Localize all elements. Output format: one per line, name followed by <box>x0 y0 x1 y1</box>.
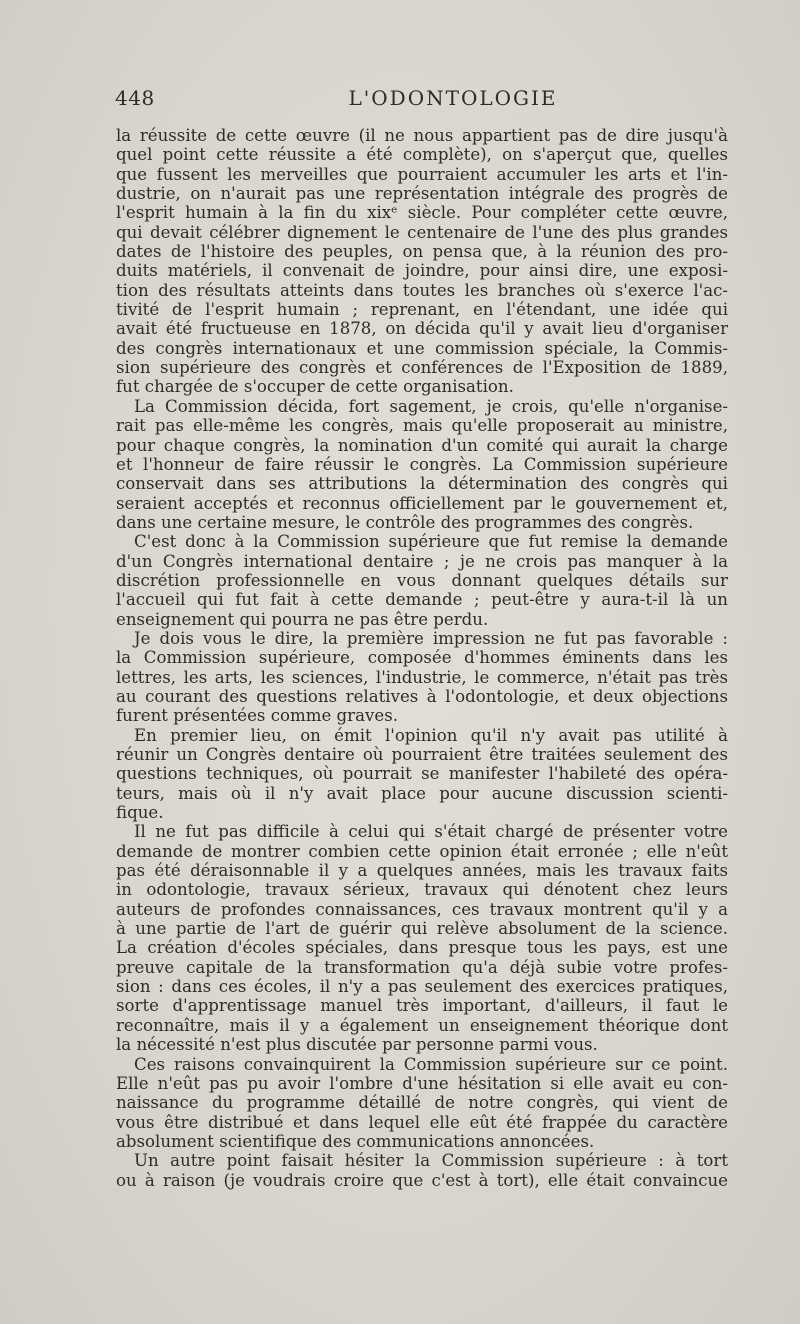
text-line: et l'honneur de faire réussir le congrès. La Commission supérieure <box>116 454 728 474</box>
text-line: in odontologie, travaux sérieux, travaux qui dénotent chez leurs <box>116 880 728 900</box>
text-line: Elle n'eût pas pu avoir l'ombre d'une hésitation si elle avait eu con- <box>116 1073 728 1093</box>
text-line: sion : dans ces écoles, il n'y a pas seulement des exercices pratiques, <box>116 977 728 997</box>
text-line: naissance du programme détaillé de notre congrès, qui vient de <box>116 1093 728 1113</box>
text-line: Il ne fut pas difficile à celui qui s'était chargé de présenter votre <box>134 822 728 842</box>
text-line: dans une certaine mesure, le contrôle des programmes des congrès. <box>116 512 694 532</box>
text-line: la nécessité n'est plus discutée par personne parmi vous. <box>116 1035 598 1055</box>
text-line: La Commission décida, fort sagement, je crois, qu'elle n'organise- <box>134 396 728 416</box>
text-line: Un autre point faisait hésiter la Commission supérieure : à tort <box>134 1151 728 1171</box>
running-title: L'ODONTOLOGIE <box>348 86 558 110</box>
text-line: ou à raison (je voudrais croire que c'est à tort), elle était convaincue <box>116 1170 728 1190</box>
text-line: lettres, les arts, les sciences, l'industrie, le commerce, n'était pas très <box>116 667 728 687</box>
text-line: reconnaître, mais il y a également un enseignement théorique dont <box>116 1015 728 1035</box>
text-line: dustrie, on n'aurait pas une représentation intégrale des progrès de <box>116 184 728 204</box>
text-line: fut chargée de s'occuper de cette organisation. <box>116 377 514 397</box>
text-line: la réussite de cette œuvre (il ne nous appartient pas de dire jusqu'à <box>116 126 728 145</box>
text-line: au courant des questions relatives à l'odontologie, et deux objections <box>116 686 728 706</box>
text-line: duits matériels, il convenait de joindre, pour ainsi dire, une exposi- <box>116 261 728 281</box>
text-line: d'un Congrès international dentaire ; je ne crois pas manquer à la <box>116 551 728 571</box>
text-line: sion supérieure des congrès et conférences de l'Exposition de 1889, <box>116 358 728 378</box>
body-text <box>116 126 728 1190</box>
page-header <box>115 86 727 112</box>
text-line: demande de montrer combien cette opinion était erronée ; elle n'eût <box>116 841 728 861</box>
text-line: pas été déraisonnable il y a quelques années, mais les travaux faits <box>116 861 728 881</box>
text-line: absolument scientifique des communications annoncées. <box>116 1131 595 1151</box>
text-line: quel point cette réussite a été complète), on s'aperçut que, quelles <box>116 145 728 165</box>
text-line: conservait dans ses attributions la détermination des congrès qui <box>116 474 728 494</box>
text-line: enseignement qui pourra ne pas être perdu. <box>116 609 489 629</box>
text-line: dates de l'histoire des peuples, on pensa que, à la réunion des pro- <box>116 242 728 262</box>
text-line: seraient acceptés et reconnus officiellement par le gouvernement et, <box>116 493 728 513</box>
text-line: preuve capitale de la transformation qu'a déjà subie votre profes- <box>116 957 728 977</box>
text-line: tivité de l'esprit humain ; reprenant, en l'étendant, une idée qui <box>116 300 728 320</box>
text-line: tion des résultats atteints dans toutes les branches où s'exerce l'ac- <box>116 280 728 300</box>
text-line: La création d'écoles spéciales, dans presque tous les pays, est une <box>116 938 728 958</box>
text-line: sorte d'apprentissage manuel très important, d'ailleurs, il faut le <box>116 996 728 1016</box>
text-line: la Commission supérieure, composée d'hommes éminents dans les <box>116 648 728 668</box>
text-line: questions techniques, où pourrait se manifester l'habileté des opéra- <box>116 764 728 784</box>
text-line: pour chaque congrès, la nomination d'un comité qui aurait la charge <box>116 435 728 455</box>
text-line: C'est donc à la Commission supérieure que fut remise la demande <box>134 532 728 552</box>
text-line: réunir un Congrès dentaire où pourraient être traitées seulement des <box>116 745 728 764</box>
text-line: l'esprit humain à la fin du xixᵉ siècle. Pour compléter cette œuvre, <box>116 203 728 223</box>
text-line: En premier lieu, on émit l'opinion qu'il n'y avait pas utilité à <box>134 725 728 745</box>
text-line: vous être distribué et dans lequel elle eût été frappée du caractère <box>116 1112 728 1132</box>
text-line: à une partie de l'art de guérir qui relève absolument de la science. <box>116 919 728 939</box>
page-number: 448 <box>115 86 155 110</box>
text-line: discrétion professionnelle en vous donnant quelques détails sur <box>116 570 728 590</box>
text-line: fique. <box>116 803 164 823</box>
text-line: avait été fructueuse en 1878, on décida qu'il y avait lieu d'organiser <box>116 319 728 339</box>
text-line: rait pas elle-même les congrès, mais qu'elle proposerait au ministre, <box>116 416 728 436</box>
text-line: auteurs de profondes connaissances, ces travaux montrent qu'il y a <box>116 899 728 919</box>
text-line: des congrès internationaux et une commission spéciale, la Commis- <box>116 338 728 358</box>
text-line: que fussent les merveilles que pourraient accumuler les arts et l'in- <box>116 164 728 184</box>
text-line: Je dois vous le dire, la première impression ne fut pas favorable : <box>134 628 728 648</box>
text-line: furent présentées comme graves. <box>116 706 398 726</box>
text-line: teurs, mais où il n'y avait place pour aucune discussion scienti- <box>116 783 728 803</box>
text-line: Ces raisons convainquirent la Commission supérieure sur ce point. <box>134 1054 728 1074</box>
text-line: qui devait célébrer dignement le centenaire de l'une des plus grandes <box>116 222 728 242</box>
text-line: l'accueil qui fut fait à cette demande ; peut-être y aura-t-il là un <box>116 590 728 610</box>
